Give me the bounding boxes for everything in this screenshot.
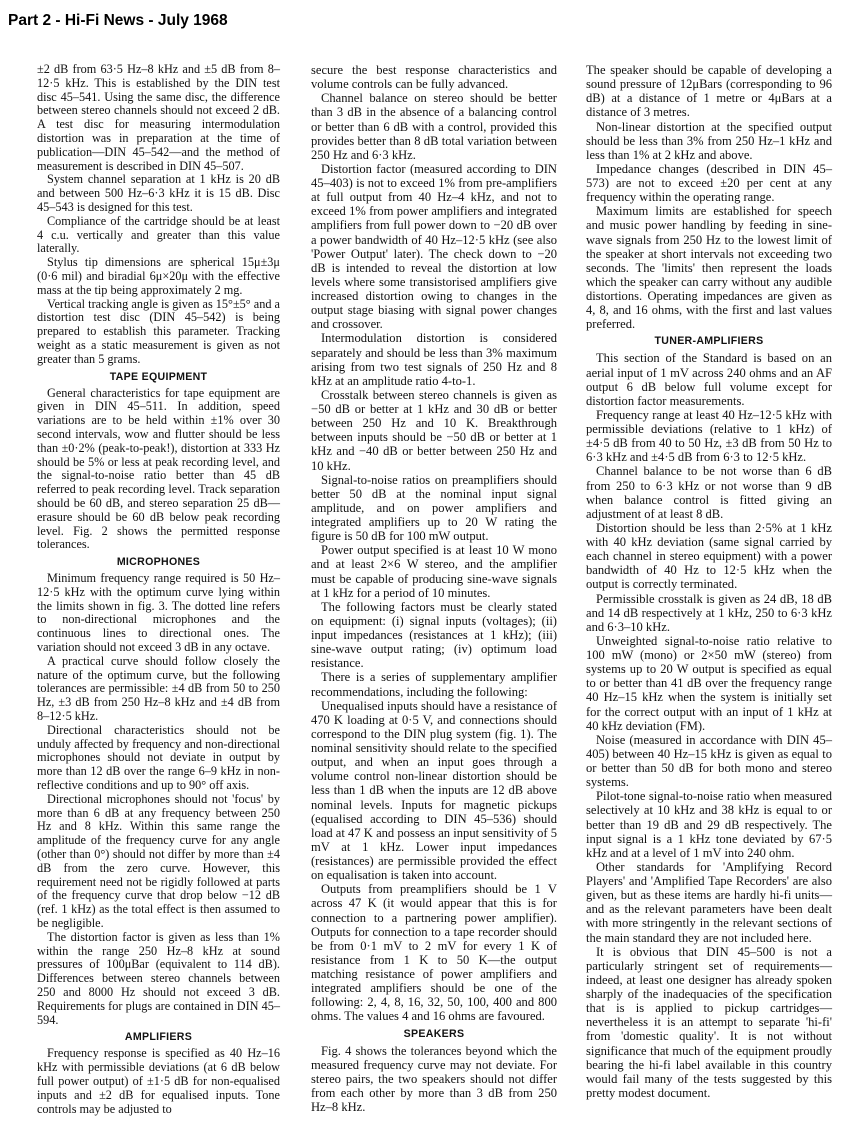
paragraph: Distortion should be less than 2·5% at 1 kHz with 40 kHz deviation (same signal carried by each channel in stereo equipment) with a power bandwidth of 40 Hz to 12·5 kHz when the output is correctly terminated. [586,520,832,592]
paragraph: Power output specified is at least 10 W mono and at least 2×6 W stereo, and the amplifier must be capable of producing sine-wave signals at 1 kHz for a period of 10 minutes. [311,543,557,600]
paragraph: The distortion factor is given as less than 1% within the range 250 Hz–8 kHz at sound pressures of 100μBar (equivalent to 114 dB). Differences between stereo channels between 250 and 8000 Hz should not exceed 3 dB. Requirements for plugs are contained in DIN 45–594. [37,929,280,1027]
paragraph: Channel balance to be not worse than 6 dB from 250 to 6·3 kHz or not worse than 9 dB when balance control is fitted giving an adjustment of at least 8 dB. [586,464,832,521]
paragraph: There is a series of supplementary amplifier recommendations, including the following: [311,670,557,699]
section-heading: AMPLIFIERS [124,1031,193,1044]
paragraph: Minimum frequency range required is 50 Hz–12·5 kHz with the optimum curve lying within the limits shown in fig. 3. The dotted line refers to non-directional microphones and the continuous lines to directional ones. The variation should not exceed 3 dB in any octave. [37,571,280,655]
paragraph: Outputs from preamplifiers should be 1 V across 47 K (it would appear that this is for connection to a partnering power amplifier). Outputs for connection to a tape recorder should be from 0·1 mV to 2 mV for every 1 K of resistance from 1 K to 50 K—the output matching resistance of power amplifiers and integrated amplifiers should be one of the following: 2, 4, 8, 16, 32, 50, 100, 400 and 800 ohms. The values 4 and 16 ohms are favoured. [311,882,557,1024]
paragraph: Intermodulation distortion is considered separately and should be less than 3% maximum arising from two test signals of 250 Hz and 8 kHz at an amplitude ratio 4-to-1. [311,331,557,388]
paragraph: Impedance changes (described in DIN 45–573) are not to exceed ±20 per cent at any frequency within the operating range. [586,161,832,205]
paragraph: Signal-to-noise ratios on preamplifiers should better 50 dB at the nominal input signal amplitude, and on power amplifiers and integrated amplifiers up to 20 W rating the figure is 50 dB for 100 mW output. [311,472,557,544]
paragraph: It is obvious that DIN 45–500 is not a particularly stringent set of requirements—indeed, at least one designer has already spoken sharply of the inadequacies of the specification that is is applied to pickup cartridges—nevertheless it is an attempt to separate 'hi-fi' from 'domestic quality'. It is not without significance that much of the equipment proudly bearing the hi-fi label available in this country would fail many of the tests suggested by this pretty modest document. [586,944,832,1100]
paragraph: Stylus tip dimensions are spherical 15μ±3μ (0·6 mil) and biradial 6μ×20μ with the effective mass at the tip being approximately 2 mg. [37,255,280,297]
paragraph: The speaker should be capable of developing a sound pressure of 12μBars (corresponding to 96 dB) at a distance of 1 metre or 4μBars at a distance of 3 metres. [586,63,832,120]
paragraph: Unweighted signal-to-noise ratio relative to 100 mW (mono) or 2×50 mW (stereo) from systems up to 20 W output is specified as equal to or better than 41 dB over the frequency range 40 Hz–15 kHz when the system is initially set for the correct output with an input of 1 kHz at 40 kHz deviation (FM). [586,633,832,733]
paragraph: Crosstalk between stereo channels is given as −50 dB or better at 1 kHz and 30 dB or better between 250 Hz and 10 K. Breakthrough between inputs should be −50 dB or better at 1 kHz and −40 dB or better between 250 Hz and 10 kHz. [311,387,557,473]
paragraph: Noise (measured in accordance with DIN 45–405) between 40 Hz–15 kHz is given as equal to or better than 50 dB for both mono and stereo systems. [586,732,832,790]
paragraph: The following factors must be clearly stated on equipment: (i) signal inputs (voltages); (ii) input impedances (resistances at 1 kHz); (iii) sine-wave output rating; (iv) optimum load resistance. [311,599,557,671]
paragraph: Directional characteristics should not be unduly affected by frequency and non-directional microphones should not deviate in output by more than 12 dB over the range 6–9 kHz in non-reflective conditions and up to 90° off axis. [37,722,280,793]
paragraph: ±2 dB from 63·5 Hz–8 kHz and ±5 dB from 8–12·5 kHz. This is established by the DIN test disc 45–541. Using the same disc, the difference between stereo channels should not exceed 2 dB. A test disc for measuring intermodulation distortion was in preparation at the time of publication—DIN 45–542—and the method of measurement is described in DIN 45–507. [37,62,280,173]
paragraph: Compliance of the cartridge should be at least 4 c.u. vertically and greater than this value laterally. [37,213,280,256]
paragraph: Directional microphones should not 'focus' by more than 6 dB at any frequency between 250 Hz and 8 kHz. Within this same range the amplitude of the frequency curve for any angle (other than 0°) should not differ by more than ±4 dB from the zero curve. However, this requirement need not be rigidly followed at parts of the frequency curve that drop below −12 dB (ref. 1 kHz) as the total effect is then assumed to be negligible. [37,791,280,931]
paragraph: Frequency range at least 40 Hz–12·5 kHz with permissible deviations (relative to 1 kHz) of ±4·5 dB from 40 to 50 Hz, ±3 dB from 50 Hz to 6·3 kHz and ±4·5 dB from 6·3 to 12·5 kHz. [586,407,832,465]
paragraph: Frequency response is specified as 40 Hz–16 kHz with permissible deviations (at 6 dB below full power output) of ±1·5 dB for non-equalised inputs and ±2 dB for equalised inputs. Tone controls may be adjusted to [37,1046,280,1116]
paragraph: Channel balance on stereo should be better than 3 dB in the absence of a balancing control or better than 6 dB with a control, provided this provides better than 8 dB total variation between 250 Hz and 6·3 kHz. [311,91,557,162]
section-heading: MICROPHONES [116,556,201,569]
paragraph: Pilot-tone signal-to-noise ratio when measured selectively at 10 kHz and 38 kHz is equal to or better than 19 dB and 29 dB respectively. The input signal is a 1 kHz tone deviated by 67·5 kHz and at a level of 1 mV into 240 ohm. [586,789,832,860]
paragraph: System channel separation at 1 kHz is 20 dB and between 500 Hz–6·3 kHz it is 15 dB. Disc 45–543 is designed for this test. [37,172,280,214]
text-column-2 [311,63,557,1114]
paragraph: secure the best response characteristics and volume controls can be fully advanced. [311,63,557,92]
text-column-3 [586,63,832,1100]
paragraph: This section of the Standard is based on an aerial input of 1 mV across 240 ohms and an AF output 6 dB below full volume except for distortion factor measurements. [586,351,832,408]
paragraph: Vertical tracking angle is given as 15°±5° and a distortion test disc (DIN 45–542) is being prepared to establish this parameter. Tracking weight as a static measurement is given as not greater than 5 grams. [37,296,280,366]
page-header: Part 2 - Hi-Fi News - July 1968 [8,12,228,29]
paragraph: Distortion factor (measured according to DIN 45–403) is not to exceed 1% from pre-amplifiers at full output from 40 Hz–4 kHz, and not to exceed 1% from power amplifiers and integrated amplifiers from full power down to −20 dB over a power bandwidth of 40 Hz–12·5 kHz (see also 'Power Output' later). The check down to −20 dB is intended to reveal the distortion at low levels where some transistorised amplifiers give increased distortion owing to changes in the output stage biasing with signal power changes and crossover. [311,161,557,332]
paragraph: General characteristics for tape equipment are given in DIN 45–511. In addition, speed variations are to be held within ±1% over 30 second intervals, wow and flutter should be less than ±0·2% (peak-to-peak!), distortion at 333 Hz should be 5% or less at peak recording level, and the signal-to-noise ratio better than 45 dB referred to peak recording level. Track separation should be 60 dB, and stereo separation 25 dB—erasure should be 60 dB below peak recording level. Fig. 2 shows the permitted response tolerances. [37,385,280,552]
paragraph: Other standards for 'Amplifying Record Players' and 'Amplified Tape Recorders' are also given, but as these items are hardly hi-fi units—and as the relevant parameters have been dealt with more stringently in the relevant sections of the main standard they are not included here. [586,859,832,945]
text-column-1 [37,63,280,1116]
section-heading: TAPE EQUIPMENT [109,370,208,383]
paragraph: Non-linear distortion at the specified output should be less than 3% from 250 Hz–1 kHz and less than 1% at 2 kHz and above. [586,119,832,162]
paragraph: Fig. 4 shows the tolerances beyond which the measured frequency curve may not deviate. For stereo pairs, the two speakers should not differ from each other by more than 3 dB from 250 Hz–8 kHz. [311,1043,557,1114]
paragraph: A practical curve should follow closely the nature of the optimum curve, but the following tolerances are permissible: ±4 dB from 50 to 250 Hz, ±3 dB from 250 Hz–8 kHz and ±4 dB from 8–12·5 kHz. [37,653,280,724]
section-heading: TUNER-AMPLIFIERS [654,335,764,348]
paragraph: Permissible crosstalk is given as 24 dB, 18 dB and 14 dB respectively at 1 kHz, 250 to 6·3 kHz and 6·3–10 kHz. [586,591,832,634]
section-heading: SPEAKERS [403,1027,465,1040]
paragraph: Unequalised inputs should have a resistance of 470 K loading at 0·5 V, and connections should correspond to the DIN plug system (fig. 1). The nominal sensitivity should relate to the specified output, and when an input goes through a volume control non-linear distortion should be less than 1 dB when the inputs are 12 dB above nominal levels. Inputs for magnetic pickups (equalised according to DIN 45–536) should load at 47 K and possess an input sensitivity of 5 mV at 1 kHz. Lower input impedances (resistances) are permissible provided the effect on equalisation is taken into account. [311,698,557,883]
paragraph: Maximum limits are established for speech and music power handling by feeding in sine-wave signals from 250 Hz to the lowest limit of the speaker at short intervals not exceeding two seconds. The 'limits' then represent the loads which the speaker can carry without any audible distortions. Operating impedances are given as 4, 8, and 16 ohms, with the first and last values preferred. [586,204,832,332]
